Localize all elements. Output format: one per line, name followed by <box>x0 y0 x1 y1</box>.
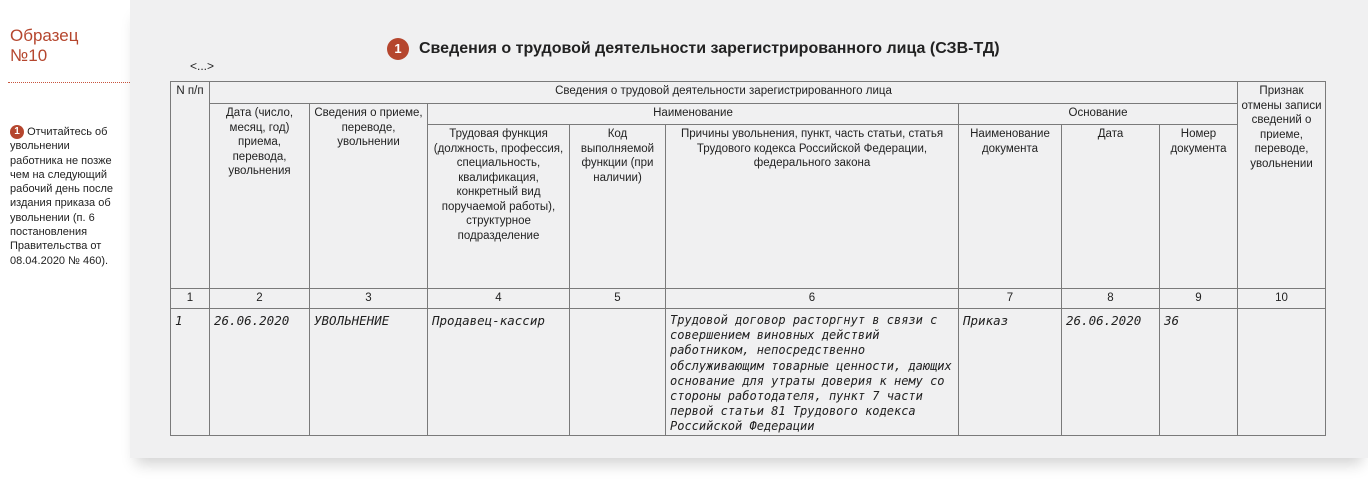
header-date: Дата (число, месяц, год) приема, перевода, увольнения <box>210 104 310 289</box>
column-number: 10 <box>1238 289 1326 309</box>
cell-date: 26.06.2020 <box>210 309 310 436</box>
cell-np: 1 <box>171 309 210 436</box>
note-badge: 1 <box>10 125 24 139</box>
header-docdate: Дата <box>1062 125 1160 289</box>
szv-td-table <box>170 81 1326 436</box>
column-number: 1 <box>171 289 210 309</box>
note-text: Отчитайтесь об увольнении работника не позже чем на следующий рабочий день после издания приказа об увольнении (п. 6 постановления Правительства от 08.04.2020 № 460). <box>10 126 113 267</box>
cell-reason: Трудовой договор расторгнут в связи с совершением виновных действий работником, непосредственно обслуживающим товарные ценности, дающих основание для утраты доверия к нему со стороны работодателя, пункт 7 части первой статьи 81 Трудового кодекса Российской Федерации <box>666 309 959 436</box>
cell-docdate: 26.06.2020 <box>1062 309 1160 436</box>
cell-docnum: 36 <box>1160 309 1238 436</box>
header-function: Трудовая функция (должность, профессия, специальность, квалификация, конкретный вид поручаемой работы), структурное подразделение <box>428 125 570 289</box>
header-group-name: Наименование <box>428 104 959 125</box>
header-cancel: Признак отмены записи сведений о приеме, переводе, увольнении <box>1238 82 1326 289</box>
column-number: 7 <box>959 289 1062 309</box>
column-number: 6 <box>666 289 959 309</box>
cell-function: Продавец-кассир <box>428 309 570 436</box>
header-code: Код выполняемой функции (при наличии) <box>570 125 666 289</box>
column-number: 8 <box>1062 289 1160 309</box>
title-badge: 1 <box>387 38 409 60</box>
column-number: 5 <box>570 289 666 309</box>
cell-code <box>570 309 666 436</box>
column-number: 2 <box>210 289 310 309</box>
cell-info: УВОЛЬНЕНИЕ <box>310 309 428 436</box>
header-np: N п/п <box>171 82 210 289</box>
cell-docname: Приказ <box>959 309 1062 436</box>
header-group-basis: Основание <box>959 104 1238 125</box>
column-number: 9 <box>1160 289 1238 309</box>
sample-label <box>10 26 78 66</box>
header-reason: Причины увольнения, пункт, часть статьи, статья Трудового кодекса Российской Федерации, федерального закона <box>666 125 959 289</box>
column-number: 4 <box>428 289 570 309</box>
table-row <box>171 309 1326 436</box>
omission-mark: <...> <box>190 59 215 73</box>
title-text: Сведения о трудовой деятельности зарегистрированного лица (СЗВ-ТД) <box>419 40 1000 57</box>
sample-label-line2: №10 <box>10 46 48 65</box>
document-title <box>387 37 1000 61</box>
sidebar-note <box>10 125 122 268</box>
header-docname: Наименование документа <box>959 125 1062 289</box>
header-group-main: Сведения о трудовой деятельности зарегистрированного лица <box>210 82 1238 104</box>
header-docnum: Номер документа <box>1160 125 1238 289</box>
sample-label-line1: Образец <box>10 26 79 45</box>
sidebar-divider <box>8 82 130 83</box>
column-number: 3 <box>310 289 428 309</box>
header-info: Сведения о приеме, переводе, увольнении <box>310 104 428 289</box>
cell-cancel <box>1238 309 1326 436</box>
